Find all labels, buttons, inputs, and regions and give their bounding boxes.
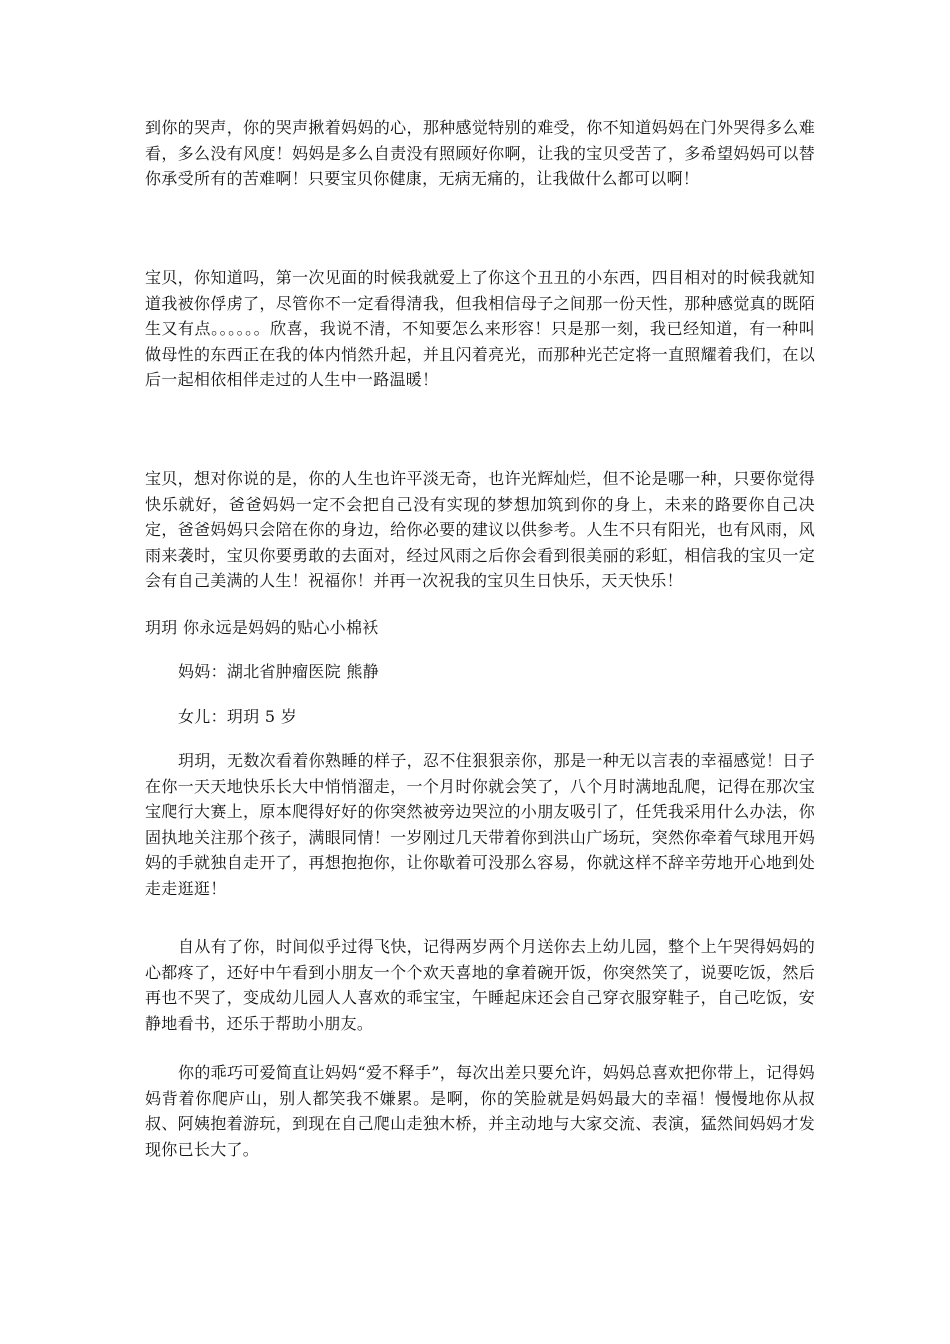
paragraph-wishes: 宝贝，想对你说的是，你的人生也许平淡无奇，也许光辉灿烂，但不论是哪一种，只要你觉得快乐就好，爸爸妈妈一定不会把自己没有实现的梦想加筑到你的身上，未来的路要你自己决定，爸爸妈妈只会陪在你的身边，给你必要的建议以供参考。人生不只有阳光，也有风雨，风雨来袭时，宝贝你要勇敢的去面对，经过风雨之后你会看到很美丽的彩虹，相信我的宝贝一定会有自己美满的人生！祝福你！并再一次祝我的宝贝生日快乐，天天快乐！: [145, 469, 815, 590]
paragraph-growing-up: 玥玥，无数次看着你熟睡的样子，忍不住狠狠亲你，那是一种无以言表的幸福感觉！日子在你一天天地快乐长大中悄悄溜走，一个月时你就会笑了，八个月时满地乱爬，记得在那次宝宝爬行大赛上，原本爬得好好的你突然被旁边哭泣的小朋友吸引了，任凭我采用什么办法，你固执地关注那个孩子，满眼同情！一岁刚过几天带着你到洪山广场玩，突然你牵着气球甩开妈妈的手就独自走开了，再想抱抱你，让你歇着可没那么容易，你就这样不辞辛劳地开心地到处走走逛逛！: [145, 751, 815, 898]
paragraph-kindergarten: 自从有了你，时间似乎过得飞快，记得两岁两个月送你去上幼儿园，整个上午哭得妈妈的心都疼了，还好中午看到小朋友一个个欢天喜地的拿着碗开饭，你突然笑了，说要吃饭，然后再也不哭了，变成幼儿园人人喜欢的乖宝宝，午睡起床还会自己穿衣服穿鞋子，自己吃饭，安静地看书，还乐于帮助小朋友。: [145, 937, 815, 1033]
paragraph-crying: 到你的哭声，你的哭声揪着妈妈的心，那种感觉特别的难受，你不知道妈妈在门外哭得多么难看，多么没有风度！妈妈是多么自责没有照顾好你啊，让我的宝贝受苦了，多希望妈妈可以替你承受所有的苦难啊！只要宝贝你健康，无病无痛的，让我做什么都可以啊！: [145, 118, 815, 188]
daughter-line: 女儿：玥玥 5 岁: [178, 707, 298, 726]
mother-line: 妈妈：湖北省肿瘤医院 熊静: [178, 662, 379, 681]
paragraph-travel: 你的乖巧可爱简直让妈妈“爱不释手”，每次出差只要允许，妈妈总喜欢把你带上，记得妈妈背着你爬庐山，别人都笑我不嫌累。是啊，你的笑脸就是妈妈最大的幸福！慢慢地你从叔叔、阿姨抱着游玩，到现在自己爬山走独木桥，并主动地与大家交流、表演，猛然间妈妈才发现你已长大了。: [145, 1063, 815, 1159]
section-title: 玥玥 你永远是妈妈的贴心小棉袄: [145, 618, 379, 637]
paragraph-first-meeting: 宝贝，你知道吗，第一次见面的时候我就爱上了你这个丑丑的小东西，四目相对的时候我就知道我被你俘虏了，尽管你不一定看得清我，但我相信母子之间那一份天性，那种感觉真的既陌生又有点。。。。。。欣喜，我说不清，不知要怎么来形容！只是那一刻，我已经知道，有一种叫做母性的东西正在我的体内悄然升起，并且闪着亮光，而那种光芒定将一直照耀着我们，在以后一起相依相伴走过的人生中一路温暖！: [145, 268, 815, 389]
